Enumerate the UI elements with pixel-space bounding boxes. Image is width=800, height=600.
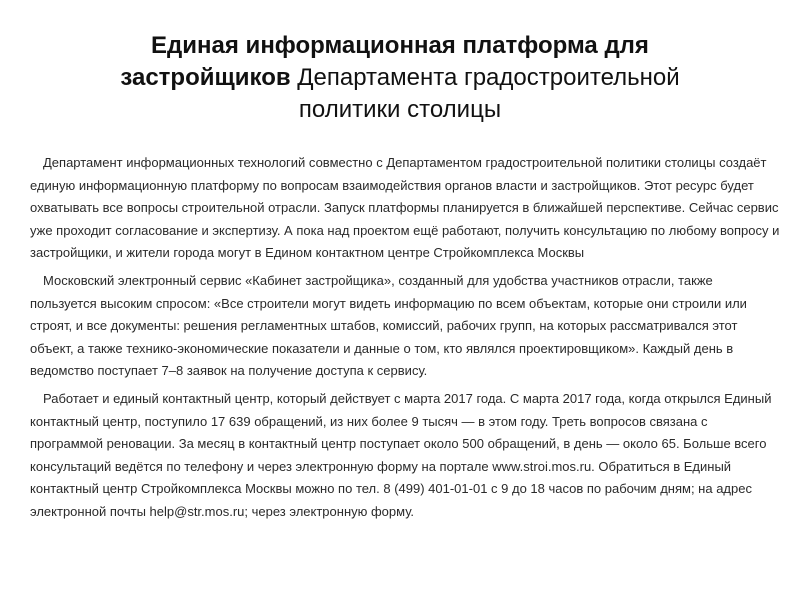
paragraph-3: Работает и единый контактный центр, который действует с марта 2017 года. С марта 2017 года, когда открылся Единый контактный центр, поступило 17 639 обращений, из них более 9 тысяч — в этом году. Треть вопросов связана с программой реновации. За месяц в контактный центр поступает около 500 обращений, в день — около 65. Больше всего консультаций ведётся по телефону и через электронную форму на портале www.stroi.mos.ru. Обратиться в Единый контактный центр Стройкомплекса Москвы можно по тел. 8 (499) 401-01-01 с 9 до 18 часов по рабочим дням; на адрес электронной почты help@str.mos.ru; через электронную форму.	[30, 390, 772, 519]
title-line-3: политики столицы	[298, 96, 502, 123]
paragraph-1: Департамент информационных технологий совместно с Департаментом градостроительной политики столицы создаёт единую информационную платформу по вопросам взаимодействия органов власти и застройщиков. Этот ресурс будет охватывать все вопросы строительной отрасли. Запуск платформы планируется в ближайшей перспективе. Сейчас сервис уже проходит согласование и экспертизу. А пока над проектом ещё работают, получить консультацию по любому вопросу и застройщики, и жители города могут в Едином контактном центре Стройкомплекса Москвы	[30, 155, 780, 261]
body-text	[30, 152, 780, 529]
title-line-2-bold: застройщиков	[120, 64, 291, 91]
title-line-1: Единая информационная платформа для	[151, 32, 649, 59]
paragraph-2: Московский электронный сервис «Кабинет застройщика», созданный для удобства участников отрасли, также пользуется высоким спросом: «Все строители могут видеть информацию по всем объектам, которые они строили или строят, и все документы: решения регламентных штабов, комиссий, рабочих групп, на которых рассматривался этот объект, а также технико-экономические показатели и данные о том, кто являлся проектировщиком». Каждый день в ведомство поступает 7–8 заявок на получение доступа к сервису.	[30, 272, 747, 379]
title-line-2-rest: Департамента градостроительной	[290, 64, 680, 91]
slide-title	[60, 30, 740, 126]
title-line-2	[60, 62, 740, 94]
